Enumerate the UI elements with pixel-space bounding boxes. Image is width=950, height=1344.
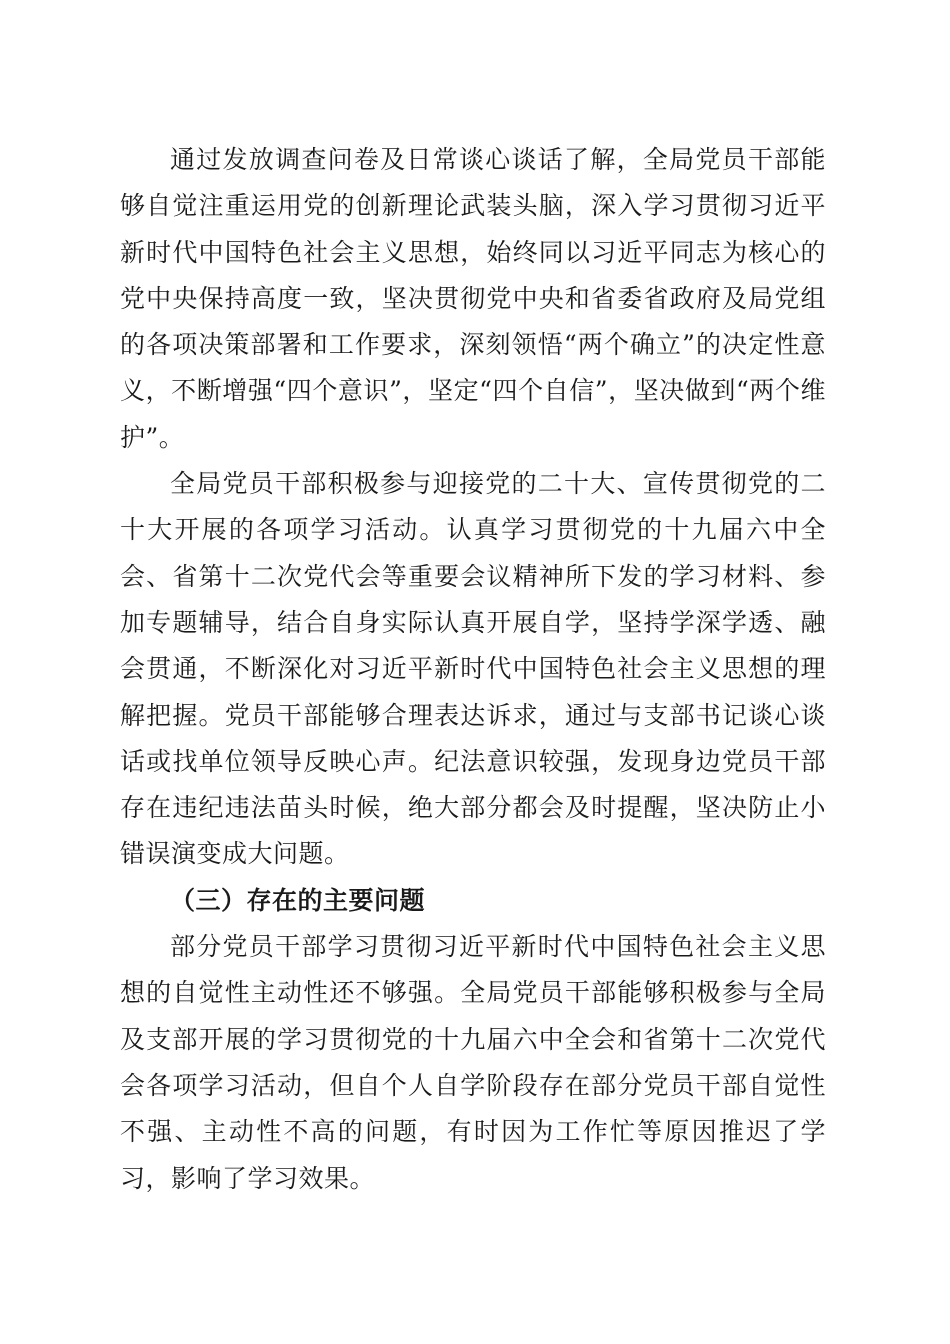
body-paragraph-2: 全局党员干部积极参与迎接党的二十大、宣传贯彻党的二十大开展的各项学习活动。认真学习贯彻党的十九届六中全会、省第十二次党代会等重要会议精神所下发的学习材料、参加专题辅导，结合自身实际认真开展自学，坚持学深学透、融会贯通，不断深化对习近平新时代中国特色社会主义思想的理解把握。党员干部能够合理表达诉求，通过与支部书记谈心谈话或找单位领导反映心声。纪法意识较强，发现身边党员干部存在违纪违法苗头时候，绝大部分都会及时提醒，坚决防止小错误演变成大问题。: [120, 469, 826, 869]
section-heading: （三）存在的主要问题: [170, 885, 426, 915]
section-paragraph: 部分党员干部学习贯彻习近平新时代中国特色社会主义思想的自觉性主动性还不够强。全局党员干部能够积极参与全局及支部开展的学习贯彻党的十九届六中全会和省第十二次党代会各项学习活动，但自个人自学阶段存在部分党员干部自觉性不强、主动性不高的问题，有时因为工作忙等原因推迟了学习，影响了学习效果。: [120, 932, 826, 1193]
body-paragraph-1: 通过发放调查问卷及日常谈心谈话了解，全局党员干部能够自觉注重运用党的创新理论武装头脑，深入学习贯彻习近平新时代中国特色社会主义思想，始终同以习近平同志为核心的党中央保持高度一致，坚决贯彻党中央和省委省政府及局党组的各项决策部署和工作要求，深刻领悟“两个确立”的决定性意义，不断增强“四个意识”，坚定“四个自信”，坚决做到“两个维护”。: [120, 145, 826, 452]
document-body: [120, 137, 826, 1202]
